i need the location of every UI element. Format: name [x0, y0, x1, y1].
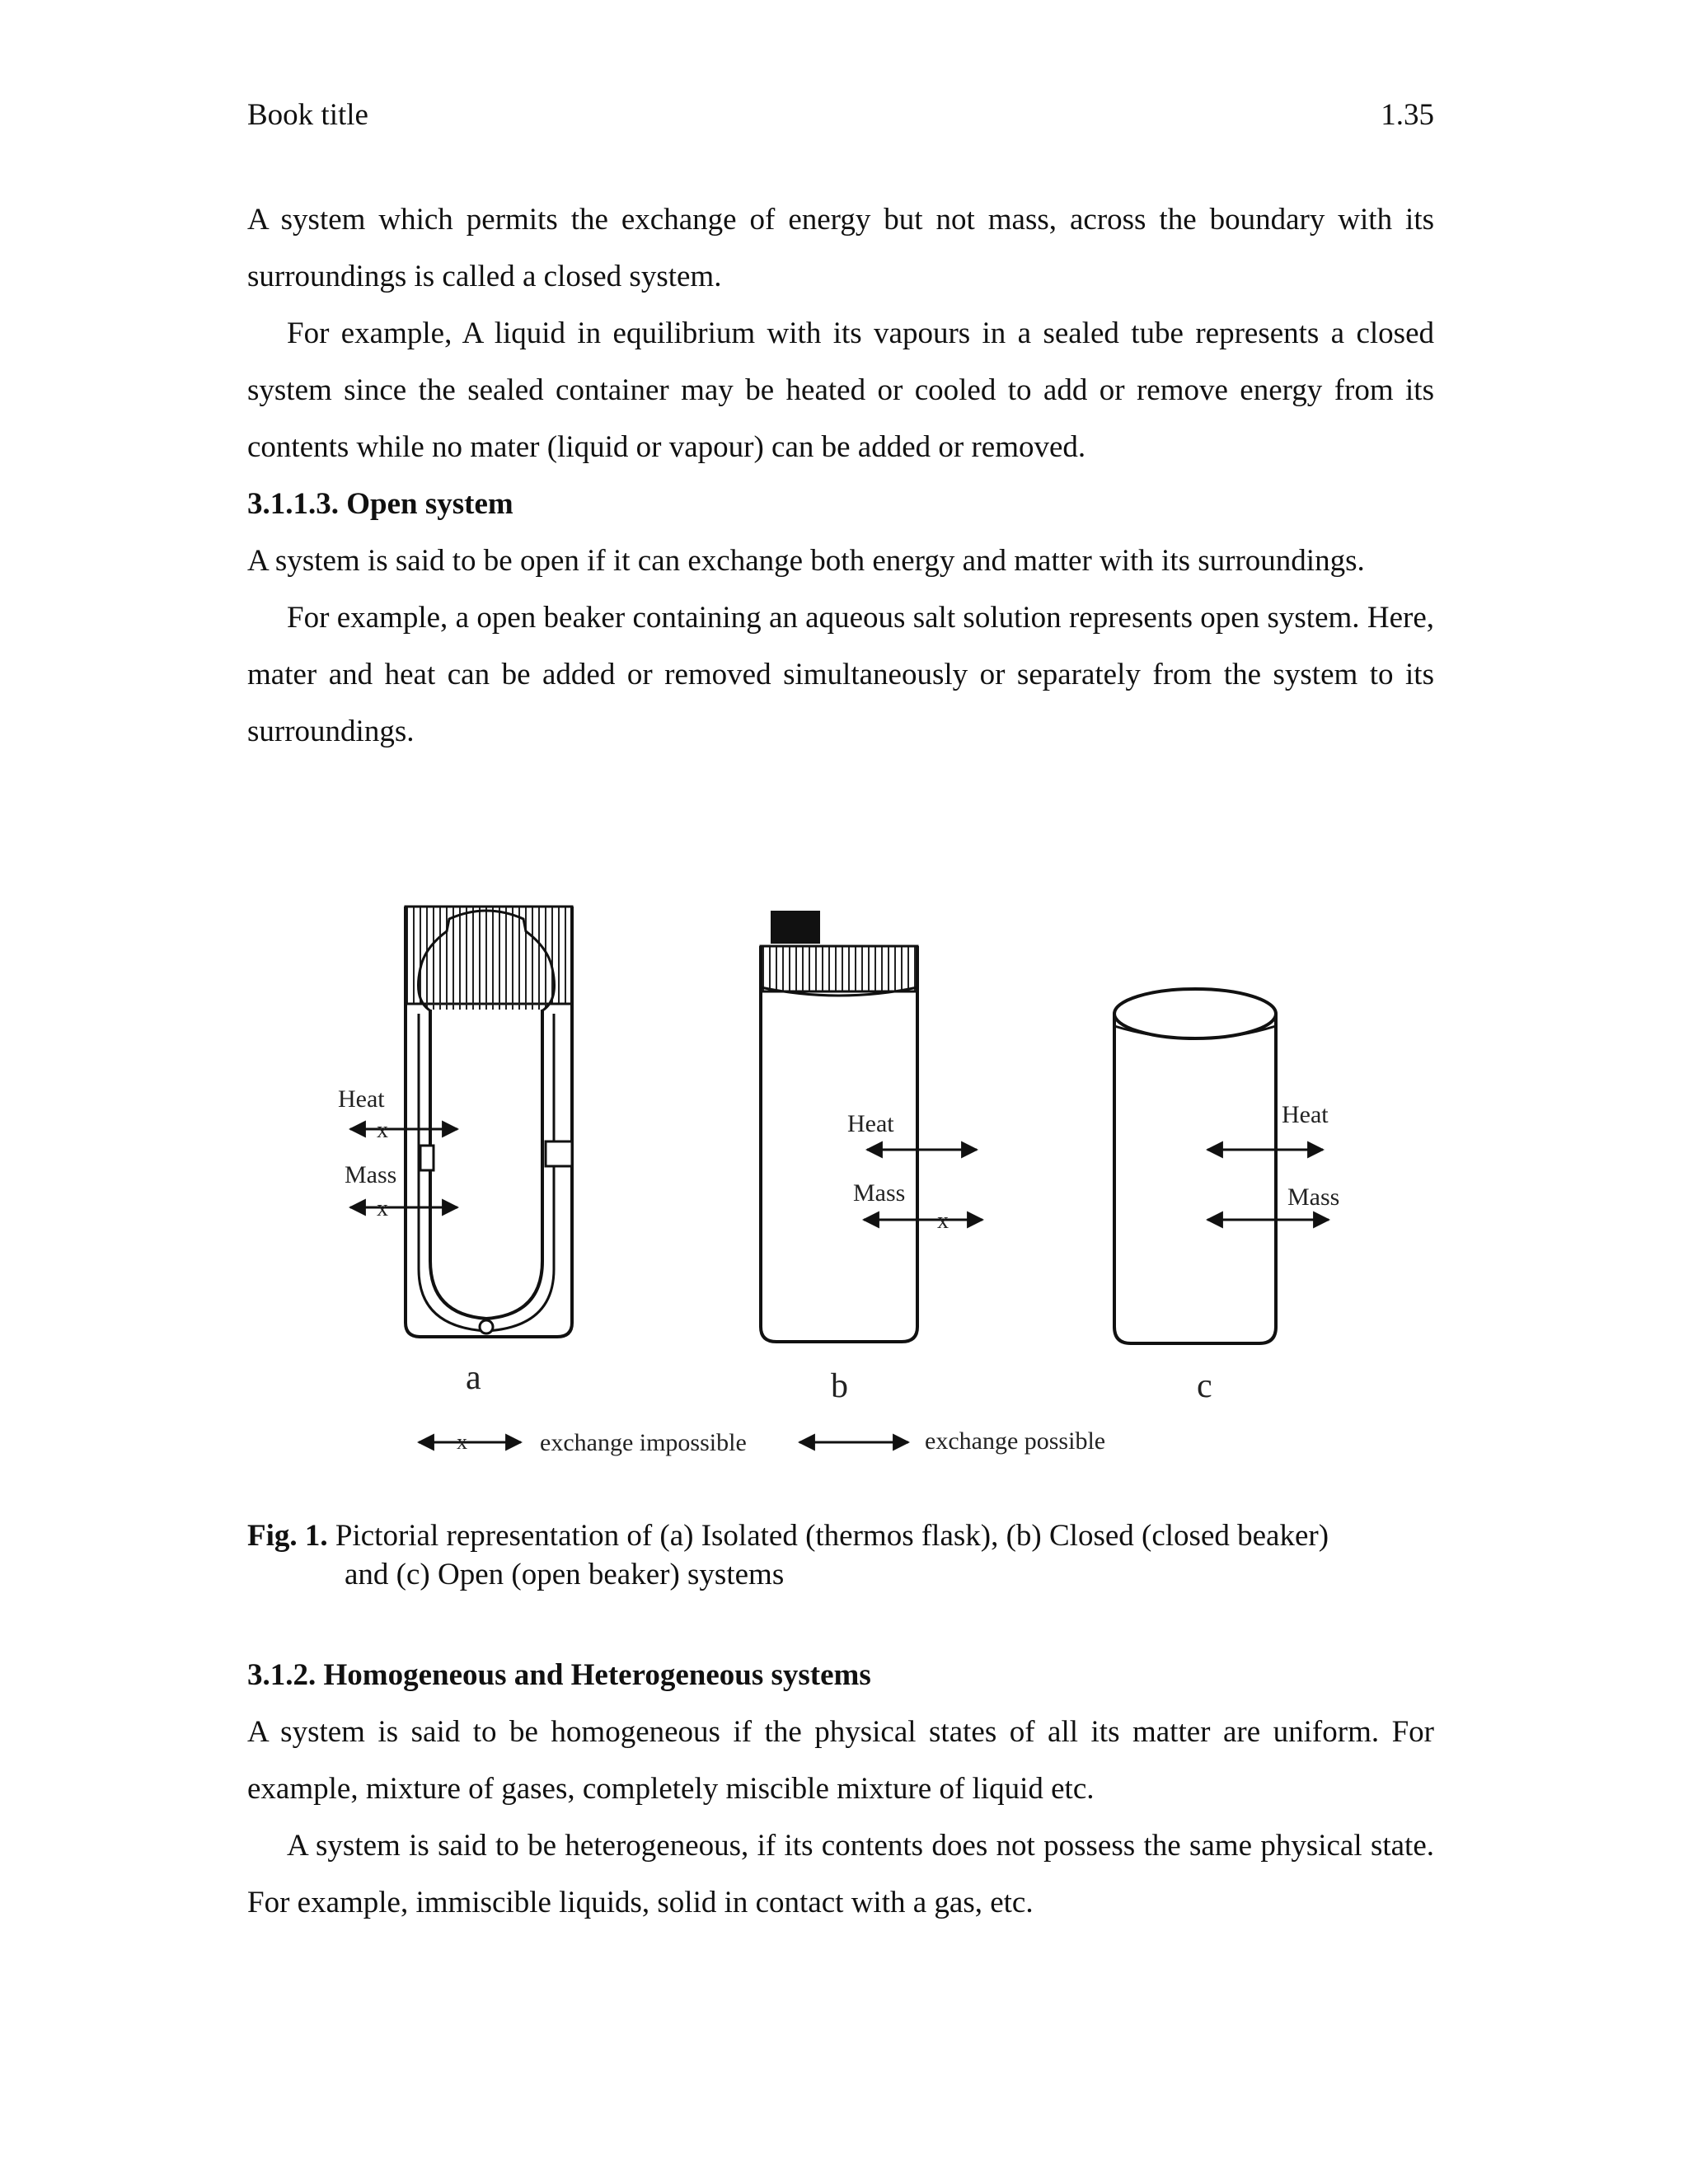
label-c: c [1197, 1367, 1212, 1405]
book-title: Book title [247, 98, 368, 132]
cross-heat-a: x [377, 1118, 388, 1143]
label-mass-c: Mass [1287, 1183, 1340, 1211]
paragraph-homogeneous: A system is said to be homogeneous if the physical states of all its matter are uniform. For example, mixture of gases, completely miscible mixture of liquid etc. [247, 1715, 1434, 1806]
label-mass-b: Mass [853, 1179, 906, 1207]
section-closed-and-open-system [247, 191, 1434, 760]
page-number: 1.35 [1381, 98, 1434, 132]
legend-label-possible: exchange possible [925, 1427, 1106, 1455]
page-header [247, 97, 1434, 138]
heading-open-system: 3.1.1.3. Open system [247, 487, 513, 521]
systems-diagram [313, 898, 1418, 1475]
legend-cross: x [457, 1430, 467, 1454]
label-b: b [831, 1367, 848, 1405]
caption-line-2: and (c) Open (open beaker) systems [345, 1558, 785, 1591]
label-heat-a: Heat [338, 1085, 385, 1113]
figure-caption [247, 1516, 1434, 1594]
paragraph-open-system-example: For example, a open beaker containing an aqueous salt solution represents open system. Here, mater and heat can be added or removed simultaneously or separately from the system to its surroundings. [247, 601, 1434, 748]
legend-label-impossible: exchange impossible [540, 1429, 747, 1456]
cross-mass-a: x [377, 1196, 388, 1221]
open-beaker-icon [1114, 989, 1276, 1343]
label-heat-c: Heat [1282, 1101, 1329, 1128]
figure-systems-diagram [313, 898, 1418, 1475]
label-mass-a: Mass [345, 1161, 397, 1188]
paragraph-closed-system-definition: A system which permits the exchange of energy but not mass, across the boundary with its surroundings is called a closed system. [247, 203, 1434, 293]
label-heat-b: Heat [847, 1110, 894, 1137]
paragraph-closed-system-example: For example, A liquid in equilibrium with its vapours in a sealed tube represents a closed system since the sealed container may be heated or cooled to add or remove energy from its contents while no mater (liquid or vapour) can be added or removed. [247, 316, 1434, 464]
section-homogeneous-heterogeneous [247, 1647, 1434, 1931]
label-a: a [466, 1359, 481, 1397]
thermos-flask-icon [406, 907, 572, 1337]
caption-text-1: Pictorial representation of (a) Isolated (thermos flask), (b) Closed (closed beaker) [335, 1519, 1329, 1553]
caption-label: Fig. 1. [247, 1519, 328, 1553]
caption-line-1 [247, 1516, 1434, 1555]
paragraph-open-system-definition: A system is said to be open if it can exchange both energy and matter with its surroundings. [247, 544, 1365, 578]
heading-homogeneous-heterogeneous: 3.1.2. Homogeneous and Heterogeneous systems [247, 1658, 871, 1692]
paragraph-heterogeneous: A system is said to be heterogeneous, if its contents does not possess the same physical state. For example, immiscible liquids, solid in contact with a gas, etc. [247, 1829, 1434, 1919]
cross-mass-b: x [937, 1208, 949, 1234]
